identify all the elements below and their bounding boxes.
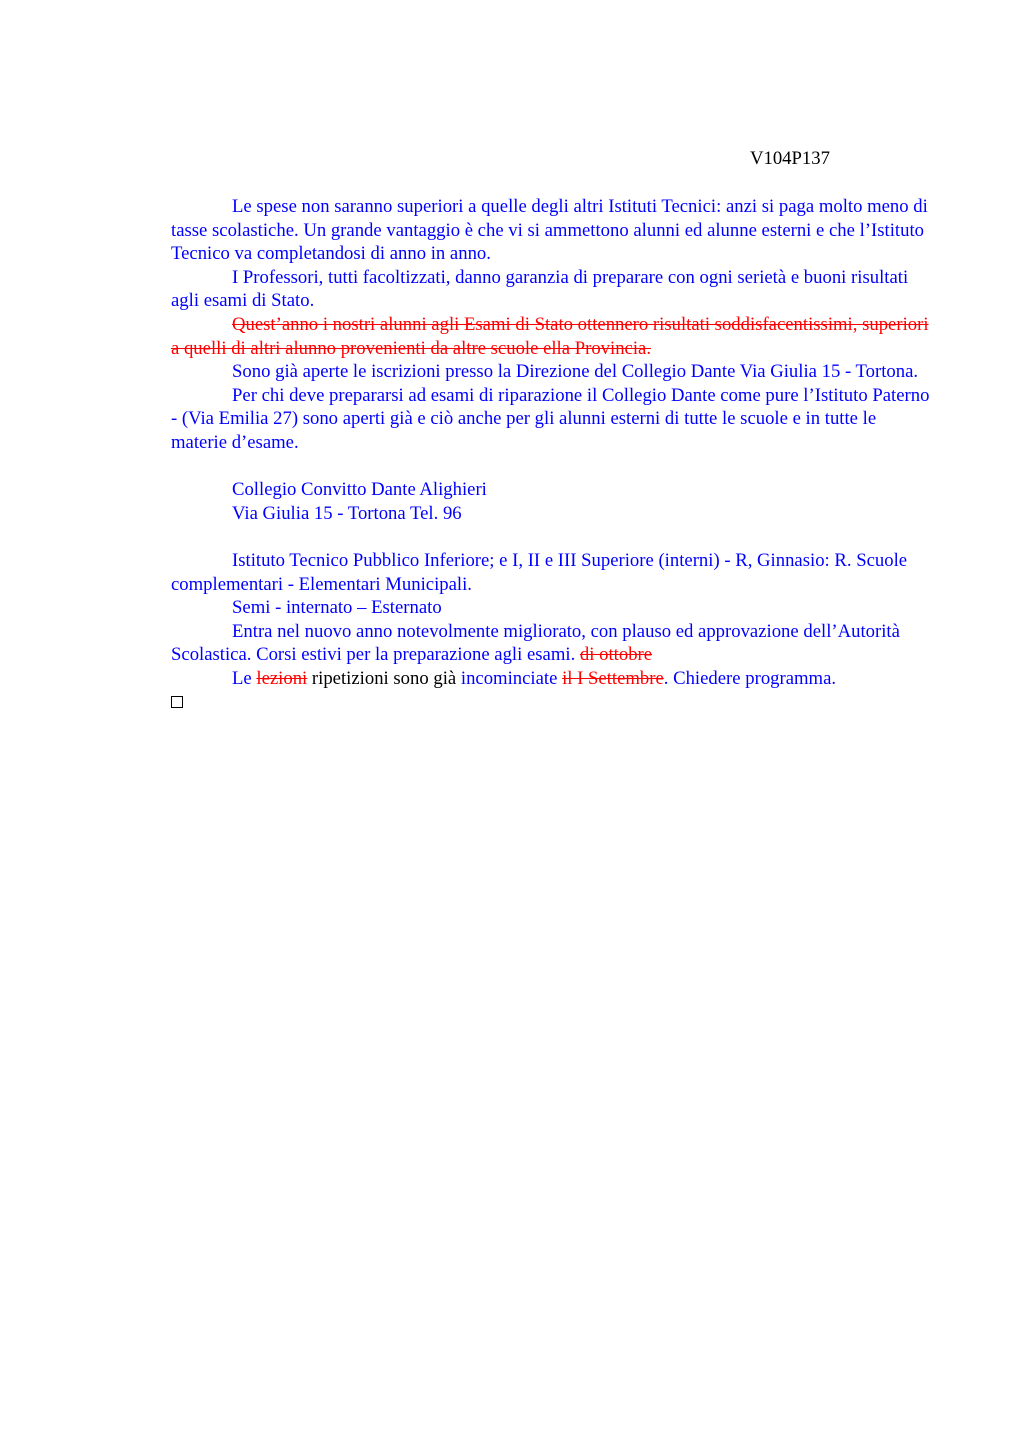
paragraph-fees: Le spese non saranno superiori a quelle degli altri Istituti Tecnici: anzi si paga molto meno di tasse scolastiche. Un grande vantaggio è che vi si ammettono alunni ed alunne esterni e che l’Istituto Tecnico va completandosi di anno in anno. (171, 196, 928, 265)
paragraph-enrollment: Sono già aperte le iscrizioni presso la Direzione del Collegio Dante Via Giulia 15 - Tortona. (232, 361, 919, 383)
paragraph-professors: I Professori, tutti facoltizzati, danno garanzia di preparare con ogni serietà e buoni risultati agli esami di Stato. (171, 266, 909, 312)
address-street: Via Giulia 15 - Tortona Tel. 96 (232, 502, 462, 524)
new-year-text: Entra nel nuovo anno notevolmente migliorato, con plauso ed approvazione dell’Autorità Scolastica. Corsi estivi per la preparazione agli esami. (171, 620, 900, 666)
deleted-text: il I Settembre (562, 667, 664, 689)
deleted-text: di ottobre (579, 644, 653, 666)
paragraph-repair-exams: Per chi deve prepararsi ad esami di riparazione il Collegio Dante come pure l’Istituto Paterno - (Via Emilia 27) sono aperti già e ciò anche per gli alunni esterni di tutte le scuole e in tutte le materie d’esame. (171, 384, 930, 453)
paragraph-lessons (171, 667, 931, 691)
page-identifier: V104P137 (750, 148, 830, 169)
document-body (171, 195, 931, 714)
blank-line (171, 525, 931, 549)
deleted-text: Quest’anno i nostri alunni agli Esami di Stato ottennero risultati soddisfacentissimi, superiori a quelli di altri alunno provenienti da altre scuole ella Provincia. (171, 313, 929, 359)
paragraph-new-year (171, 620, 931, 667)
paragraph-deleted-results (171, 313, 931, 360)
address-name: Collegio Convitto Dante Alighieri (232, 479, 487, 501)
paragraph-school-types: Istituto Tecnico Pubblico Inferiore; e I, II e III Superiore (interni) - R, Ginnasio: R. Scuole complementari - Elementari Municipali. (171, 549, 908, 595)
end-marker-line (171, 690, 931, 714)
lessons-text-part4: . Chiedere programma. (663, 667, 837, 689)
lessons-text-part1: Le (232, 667, 252, 689)
deleted-text: lezioni (256, 667, 308, 689)
lessons-text-part3: incominciate (460, 667, 558, 689)
blank-line (171, 455, 931, 479)
checkbox-square-icon (171, 696, 183, 708)
lessons-text-part2: ripetizioni sono già (311, 667, 457, 689)
paragraph-boarding: Semi - internato – Esternato (232, 597, 442, 619)
